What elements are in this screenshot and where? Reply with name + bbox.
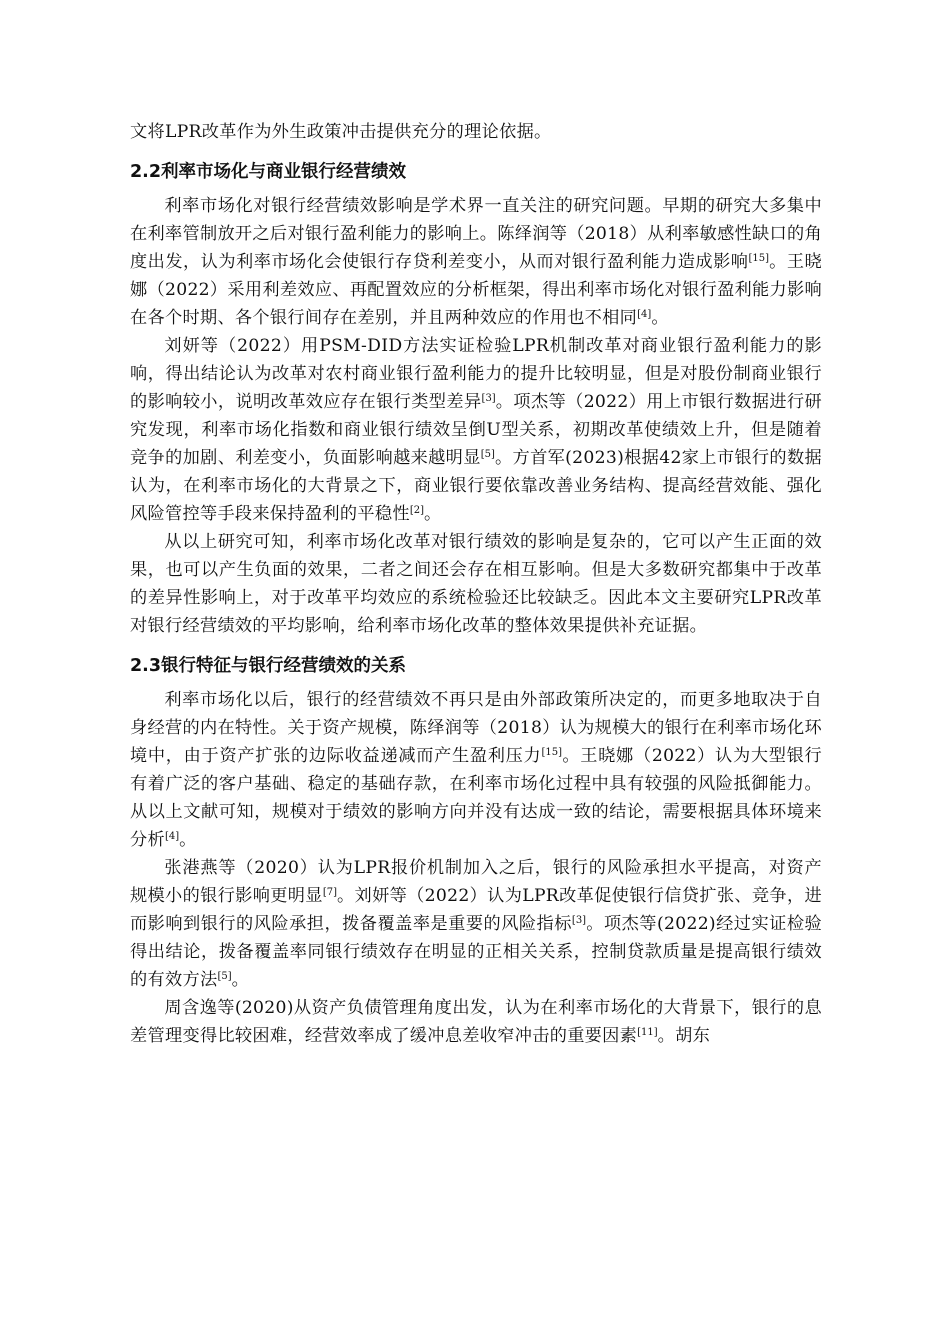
citation-ref: [5] xyxy=(480,449,495,460)
text-run: 。方首军(2023)根据42家上市银行的数据认为，在利率市场化的大背景之下，商业银行要依靠改善业务结构、提高经营效能、强化风险管控等手段来保持盈利的平稳性 xyxy=(130,448,822,524)
text-run: 。 xyxy=(231,970,250,990)
citation-ref: [4] xyxy=(164,831,180,842)
paragraph-2-2-2 xyxy=(130,332,822,528)
text-run: 刘妍等（2022）用PSM-DID方法实证检验LPR机制改革对商业银行盈利能力的影响，得出结论认为改革对农村商业银行盈利能力的提升比较明显，但是对股份制商业银行的影响较小，说明改革效应存在银行类型差异 xyxy=(130,336,822,412)
paragraph-2-2-3 xyxy=(130,528,822,640)
citation-ref: [15] xyxy=(541,747,562,758)
paragraph-2-3-2 xyxy=(130,854,822,994)
section-heading-2-3 xyxy=(130,652,822,680)
text-run: 利率市场化以后，银行的经营绩效不再只是由外部政策所决定的，而更多地取决于自身经营的内在特性。关于资产规模，陈绎润等（2018）认为规模大的银行在利率市场化环境中，由于资产扩张的边际收益递减而产生盈利压力 xyxy=(130,690,822,766)
text-run: 。王晓娜（2022）采用利差效应、再配置效应的分析框架，得出利率市场化对银行盈利能力影响在各个时期、各个银行间存在差别，并且两种效应的作用也不相同 xyxy=(130,252,822,328)
paragraph-2-3-1 xyxy=(130,686,822,854)
heading-text: 2.3银行特征与银行经营绩效的关系 xyxy=(130,656,406,676)
text-run: 。刘妍等（2022）认为LPR改革促使银行信贷扩张、竞争，进而影响到银行的风险承担，拨备覆盖率是重要的风险指标 xyxy=(130,886,822,934)
text-run: 。 xyxy=(179,830,197,850)
text-run: 周含逸等(2020)从资产负债管理角度出发，认为在利率市场化的大背景下，银行的息差管理变得比较困难，经营效率成了缓冲息差收窄冲击的重要因素 xyxy=(130,998,822,1046)
paragraph-2-3-3 xyxy=(130,994,822,1050)
text-run: 从以上研究可知，利率市场化改革对银行绩效的影响是复杂的，它可以产生正面的效果，也可以产生负面的效果，二者之间还会存在相互影响。但是大多数研究都集中于改革的差异性影响上，对于改革平均效应的系统检验还比较缺乏。因此本文主要研究LPR改革对银行经营绩效的平均影响，给利率市场化改革的整体效果提供补充证据。 xyxy=(130,532,822,636)
citation-ref: [3] xyxy=(481,393,496,404)
citation-ref: [2] xyxy=(409,505,424,516)
heading-text: 2.2利率市场化与商业银行经营绩效 xyxy=(130,162,406,182)
text-run: 。 xyxy=(423,504,442,524)
section-heading-2-2 xyxy=(130,158,822,186)
citation-ref: [4] xyxy=(637,309,652,320)
citation-ref: [7] xyxy=(322,887,337,898)
text-run: 。项杰等（2022）用上市银行数据进行研究发现，利率市场化指数和商业银行绩效呈倒U型关系，初期改革使绩效上升，但是随着竞争的加剧、利差变小，负面影响越来越明显 xyxy=(130,392,822,468)
text-run: 。胡东 xyxy=(657,1026,711,1046)
text-run: 。王晓娜（2022）认为大型银行有着广泛的客户基础、稳定的基础存款，在利率市场化过程中具有较强的风险抵御能力。从以上文献可知，规模对于绩效的影响方向并没有达成一致的结论，需要根据具体环境来分析 xyxy=(130,746,822,850)
paragraph-intro-tail xyxy=(130,118,822,146)
text-run: 文将LPR改革作为外生政策冲击提供充分的理论依据。 xyxy=(130,122,552,142)
citation-ref: [15] xyxy=(748,253,769,264)
text-run: 利率市场化对银行经营绩效影响是学术界一直关注的研究问题。早期的研究大多集中在利率管制放开之后对银行盈利能力的影响上。陈绎润等（2018）从利率敏感性缺口的角度出发，认为利率市场化会使银行存贷利差变小，从而对银行盈利能力造成影响 xyxy=(130,196,822,272)
citation-ref: [3] xyxy=(571,915,587,926)
document-page xyxy=(130,118,822,1050)
text-run: 张港燕等（2020）认为LPR报价机制加入之后，银行的风险承担水平提高，对资产规模小的银行影响更明显 xyxy=(130,858,822,906)
text-run: 。 xyxy=(651,308,669,328)
paragraph-2-2-1 xyxy=(130,192,822,332)
text-run: 。项杰等(2022)经过实证检验得出结论，拨备覆盖率同银行绩效存在明显的正相关关系，控制贷款质量是提高银行绩效的有效方法 xyxy=(130,914,822,990)
citation-ref: [11] xyxy=(637,1027,658,1038)
citation-ref: [5] xyxy=(217,971,232,982)
